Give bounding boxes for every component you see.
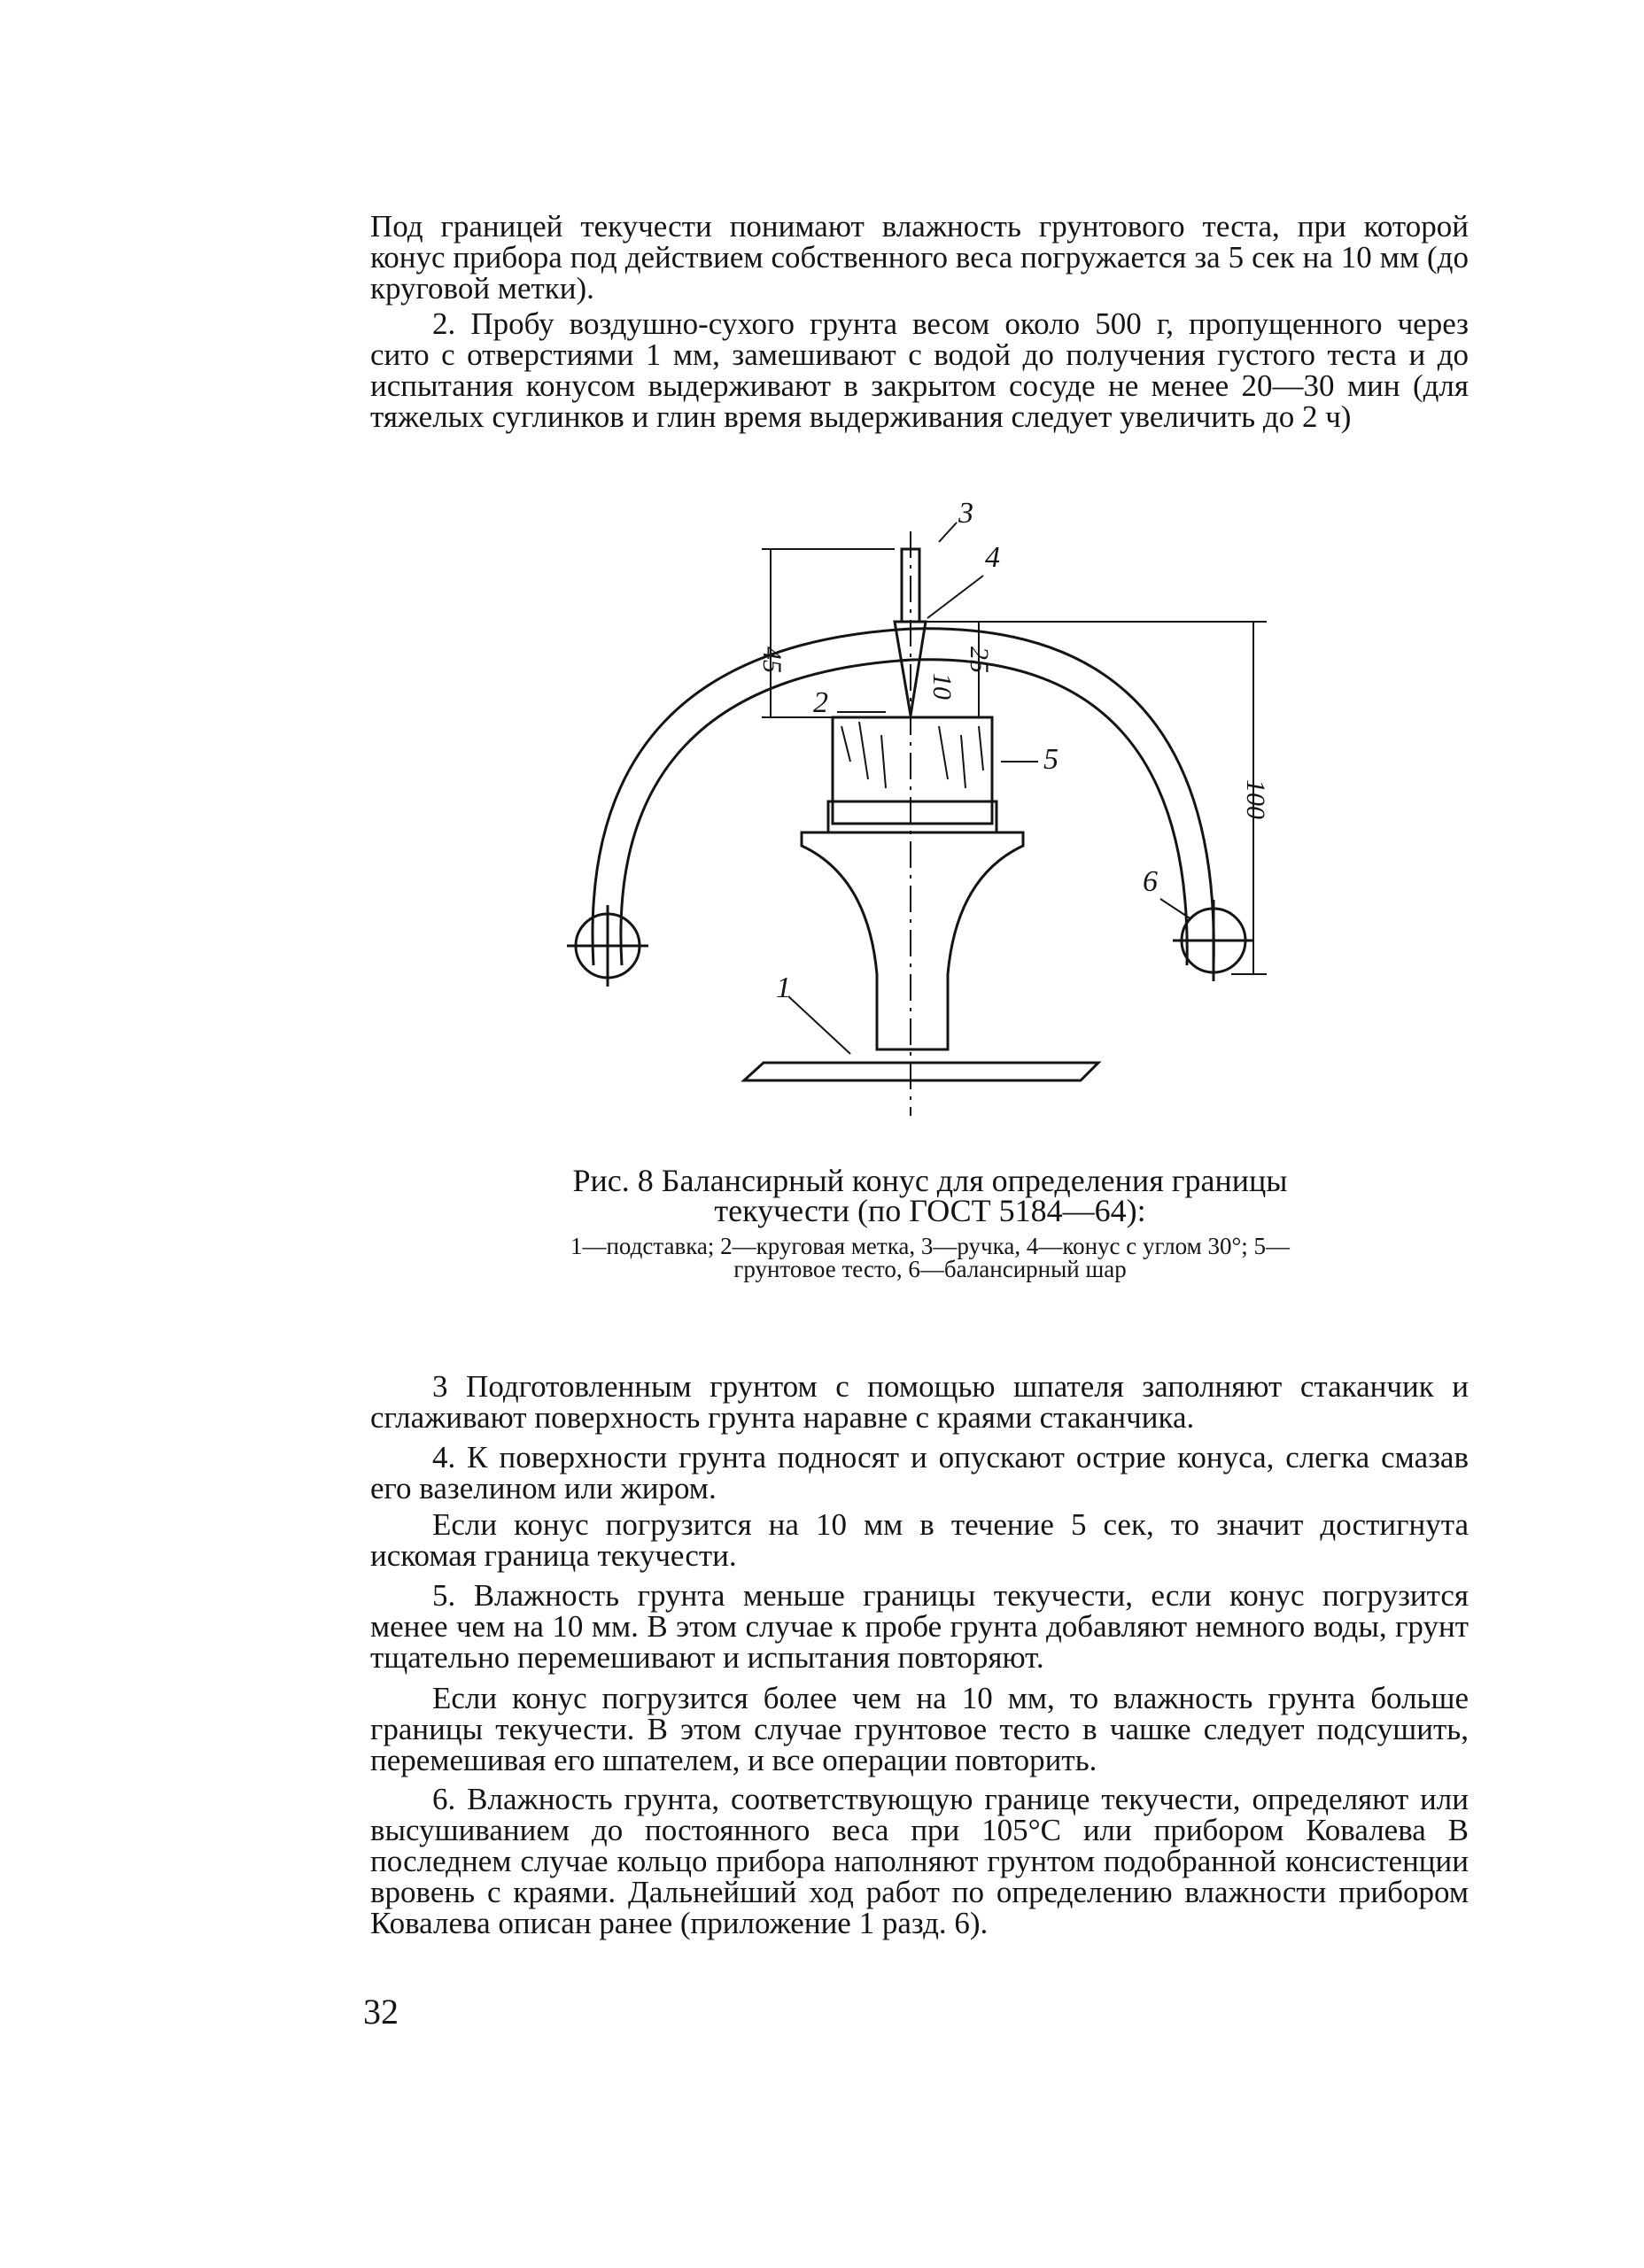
paragraph-step-3: 3 Подготовленным грунтом с помощью шпателя заполняют стаканчик и сглаживают поверхность грунта наравне с краями стаканчика. [370,1369,1469,1435]
label-2: 2 [813,686,828,719]
label-3: 3 [958,497,973,530]
dimension-25: 25 [965,646,994,673]
paragraph-liquid-limit-definition: Под границей текучести понимают влажность грунтового теста, при которой конус прибора под действием собственного веса погружается за 5 сек на 10 мм (до круговой метки). [370,209,1469,306]
dimension-100: 100 [1241,779,1270,819]
label-1: 1 [776,971,791,1004]
paragraph-step-2: 2. Пробу воздушно-сухого грунта весом около 500 г, пропущенного через сито с отверстиями 1 мм, замешивают с водой до получения густого теста и до испытания конусом выдерживают в закрытом сосуде не менее 20—30 мин (для тяжелых суглинков и глин время выдерживания следует увеличить до 2 ч) [370,306,1469,434]
page-number: 32 [363,1992,399,2032]
paragraph-step-4: 4. К поверхности грунта подносят и опускают острие конуса, слегка смазав его вазелином или жиром. [370,1440,1469,1506]
figure-caption-title: Рис. 8 Балансирный конус для определения границы текучести (по ГОСТ 5184—64): [572,1163,1288,1228]
dimension-10: 10 [927,673,957,700]
paragraph-step-6: 6. Влажность грунта, соответствующую границе текучести, определяют или высушиванием до постоянного веса при 105°С или прибором Ковалева В последнем случае кольцо прибора наполняют грунтом подобранной консистенции вровень с краями. Дальнейший ход работ по определению влажности прибором Ковалева описан ранее (приложение 1 разд. 6). [370,1782,1469,1940]
stand-column [802,832,1023,1049]
label-4: 4 [985,541,1000,574]
dimension-45: 45 [757,646,787,673]
paragraph-step-5-over: Если конус погрузится более чем на 10 мм, то влажность грунта больше границы текучести. В этом случае грунтовое тесто в чашке следует подсушить, перемешивая его шпателем, и все операции повторить. [370,1681,1469,1777]
cup-base [828,801,996,832]
arc-inner [621,660,1187,965]
balancing-cone-figure [531,496,1270,1116]
soil-hatching [841,722,983,788]
cup [833,717,992,824]
label-5: 5 [1043,743,1059,776]
stand-base [744,1063,1098,1080]
figure-caption-legend: 1—подставка; 2—круговая метка, 3—ручка, 4—конус с углом 30°; 5—грунтовое тесто, 6—балансирный шар [570,1233,1291,1282]
label-6: 6 [1143,865,1158,898]
paragraph-step-5: 5. Влажность грунта меньше границы текучести, если конус погрузится менее чем на 10 мм. В этом случае к пробе грунта добавляют немного воды, грунт тщательно перемешивают и испытания повторяют. [370,1578,1469,1675]
paragraph-step-4-result: Если конус погрузится на 10 мм в течение 5 сек, то значит достигнута искомая граница текучести. [370,1507,1469,1573]
